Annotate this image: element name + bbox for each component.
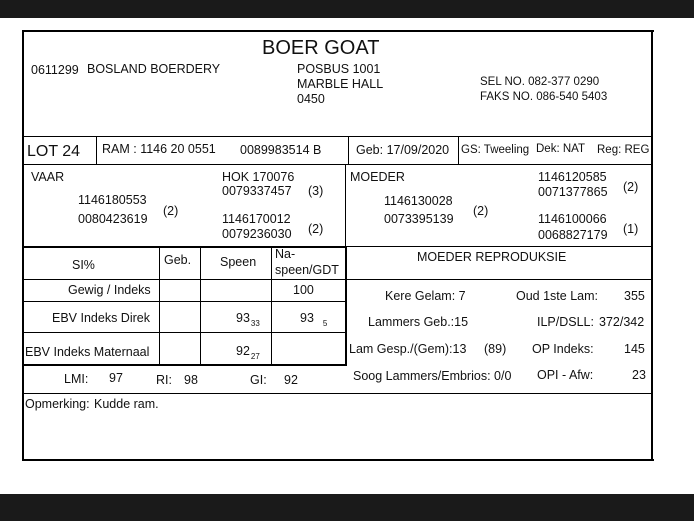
border-left	[22, 30, 24, 460]
hok-id: 0079337457	[222, 184, 292, 198]
si-col-1	[159, 246, 160, 364]
dam-label: MOEDER	[350, 170, 405, 184]
si-row-line-2	[22, 301, 347, 302]
divider-lot-2	[348, 136, 349, 164]
dek-value: Dek: NAT	[536, 143, 585, 155]
geb-header: Geb.	[164, 253, 192, 267]
hok-number: HOK 170076	[222, 170, 295, 184]
border-bottom	[22, 459, 654, 461]
si-row-line-3	[22, 332, 347, 333]
naspeen-header-2: speen/GDT	[275, 263, 339, 277]
sire-count: (2)	[163, 204, 179, 218]
repro-line	[347, 279, 653, 280]
soog-lammers: Soog Lammers/Embrios: 0/0	[353, 369, 512, 383]
row-ebv-direk-speen-value: 93	[236, 311, 250, 325]
sire-dam-count: (2)	[308, 222, 324, 236]
si-header: SI%	[72, 258, 95, 272]
si-table-bottom	[22, 364, 347, 366]
divider-lot-top	[22, 136, 653, 137]
lam-gesp-avg: (89)	[484, 342, 507, 356]
sire-id-2: 0080423619	[78, 212, 148, 226]
birth-date: Geb: 17/09/2020	[356, 143, 450, 157]
row-ebv-direk-speen	[236, 311, 260, 327]
border-top	[22, 30, 654, 32]
row-ebv-maternaal-speen	[236, 344, 260, 360]
gi-label: GI:	[250, 373, 267, 387]
page-title: BOER GOAT	[262, 37, 380, 59]
speen-header: Speen	[220, 255, 257, 269]
lam-gesp: Lam Gesp./(Gem):13	[349, 342, 467, 356]
si-col-2	[200, 246, 201, 364]
ri-value: 98	[184, 373, 198, 387]
op-label: OP Indeks:	[532, 342, 594, 356]
remark-value: Kudde ram.	[94, 397, 159, 411]
row-label-gewig: Gewig / Indeks	[68, 283, 151, 297]
divider-lot-1	[96, 136, 97, 164]
opi-value: 23	[632, 368, 646, 382]
dam-id-1: 1146130028	[384, 194, 453, 208]
oud-value: 355	[624, 289, 645, 303]
breeder-name: BOSLAND BOERDERY	[87, 62, 221, 76]
remark-label: Opmerking:	[25, 397, 90, 411]
phone-number: SEL NO. 082-377 0290	[480, 76, 600, 88]
row-label-ebv-maternaal: EBV Indeks Maternaal	[25, 345, 150, 359]
remark-line	[22, 393, 653, 394]
ilp-value: 372/342	[599, 315, 645, 329]
sire-label: VAAR	[31, 170, 65, 184]
row-ebv-maternaal-speen-value: 92	[236, 344, 250, 358]
sire-dam-id-2: 0079236030	[222, 227, 292, 241]
sire-id-1: 1146180553	[78, 193, 147, 207]
repro-title: MOEDER REPRODUKSIE	[417, 250, 567, 264]
reg-value: Reg: REG	[597, 144, 650, 156]
lmi-label: LMI:	[64, 372, 89, 386]
gi-value: 92	[284, 373, 298, 387]
si-table-right	[345, 246, 347, 365]
address-line-2: MARBLE HALL	[297, 77, 384, 91]
divider-pedigree-mid	[345, 164, 346, 246]
border-right	[651, 30, 653, 460]
row-ebv-direk-naspeen-sub: 5	[322, 319, 328, 328]
fax-number: FAKS NO. 086-540 5403	[480, 91, 608, 103]
lot-card	[0, 18, 694, 494]
row-ebv-maternaal-speen-sub: 27	[250, 352, 260, 361]
gs-value: GS: Tweeling	[461, 144, 530, 156]
address-line-3: 0450	[297, 92, 325, 106]
dam-dam-id-1: 1146100066	[538, 212, 607, 226]
breeder-id: 0611299	[31, 63, 79, 77]
oud-label: Oud 1ste Lam:	[516, 289, 598, 303]
ilp-label: ILP/DSLL:	[537, 315, 594, 329]
row-ebv-direk-naspeen	[300, 311, 327, 327]
kere-gelam: Kere Gelam: 7	[385, 289, 466, 303]
dam-dam-count: (1)	[623, 222, 639, 236]
ram-id: 0089983514 B	[240, 143, 322, 157]
row-ebv-direk-speen-sub: 33	[250, 319, 260, 328]
row-ebv-direk-naspeen-value: 93	[300, 311, 314, 325]
lammers-geb: Lammers Geb.:15	[368, 315, 469, 329]
hok-count: (3)	[308, 184, 324, 198]
dam-id-2: 0073395139	[384, 212, 454, 226]
op-value: 145	[624, 342, 645, 356]
repro-top	[347, 246, 653, 247]
ram-number: RAM : 1146 20 0551	[102, 142, 216, 156]
address-line-1: POSBUS 1001	[297, 62, 381, 76]
naspeen-header-1: Na-	[275, 247, 296, 261]
lot-number: LOT 24	[27, 143, 81, 160]
lmi-value: 97	[109, 371, 123, 385]
si-col-3	[271, 246, 272, 364]
row-label-ebv-direk: EBV Indeks Direk	[52, 311, 150, 325]
dam-dam-id-2: 0068827179	[538, 228, 608, 242]
si-row-line-1	[22, 279, 347, 280]
dam-count: (2)	[473, 204, 489, 218]
dam-sire-id-2: 0071377865	[538, 185, 608, 199]
dam-sire-count: (2)	[623, 180, 639, 194]
sire-dam-id-1: 1146170012	[222, 212, 291, 226]
si-table-top	[22, 246, 347, 248]
divider-lot-3	[458, 136, 459, 164]
opi-label: OPI - Afw:	[537, 368, 594, 382]
ri-label: RI:	[156, 373, 172, 387]
dam-sire-id-1: 1146120585	[538, 170, 607, 184]
row-gewig-naspeen: 100	[293, 283, 314, 297]
divider-lot-bottom	[22, 164, 653, 165]
